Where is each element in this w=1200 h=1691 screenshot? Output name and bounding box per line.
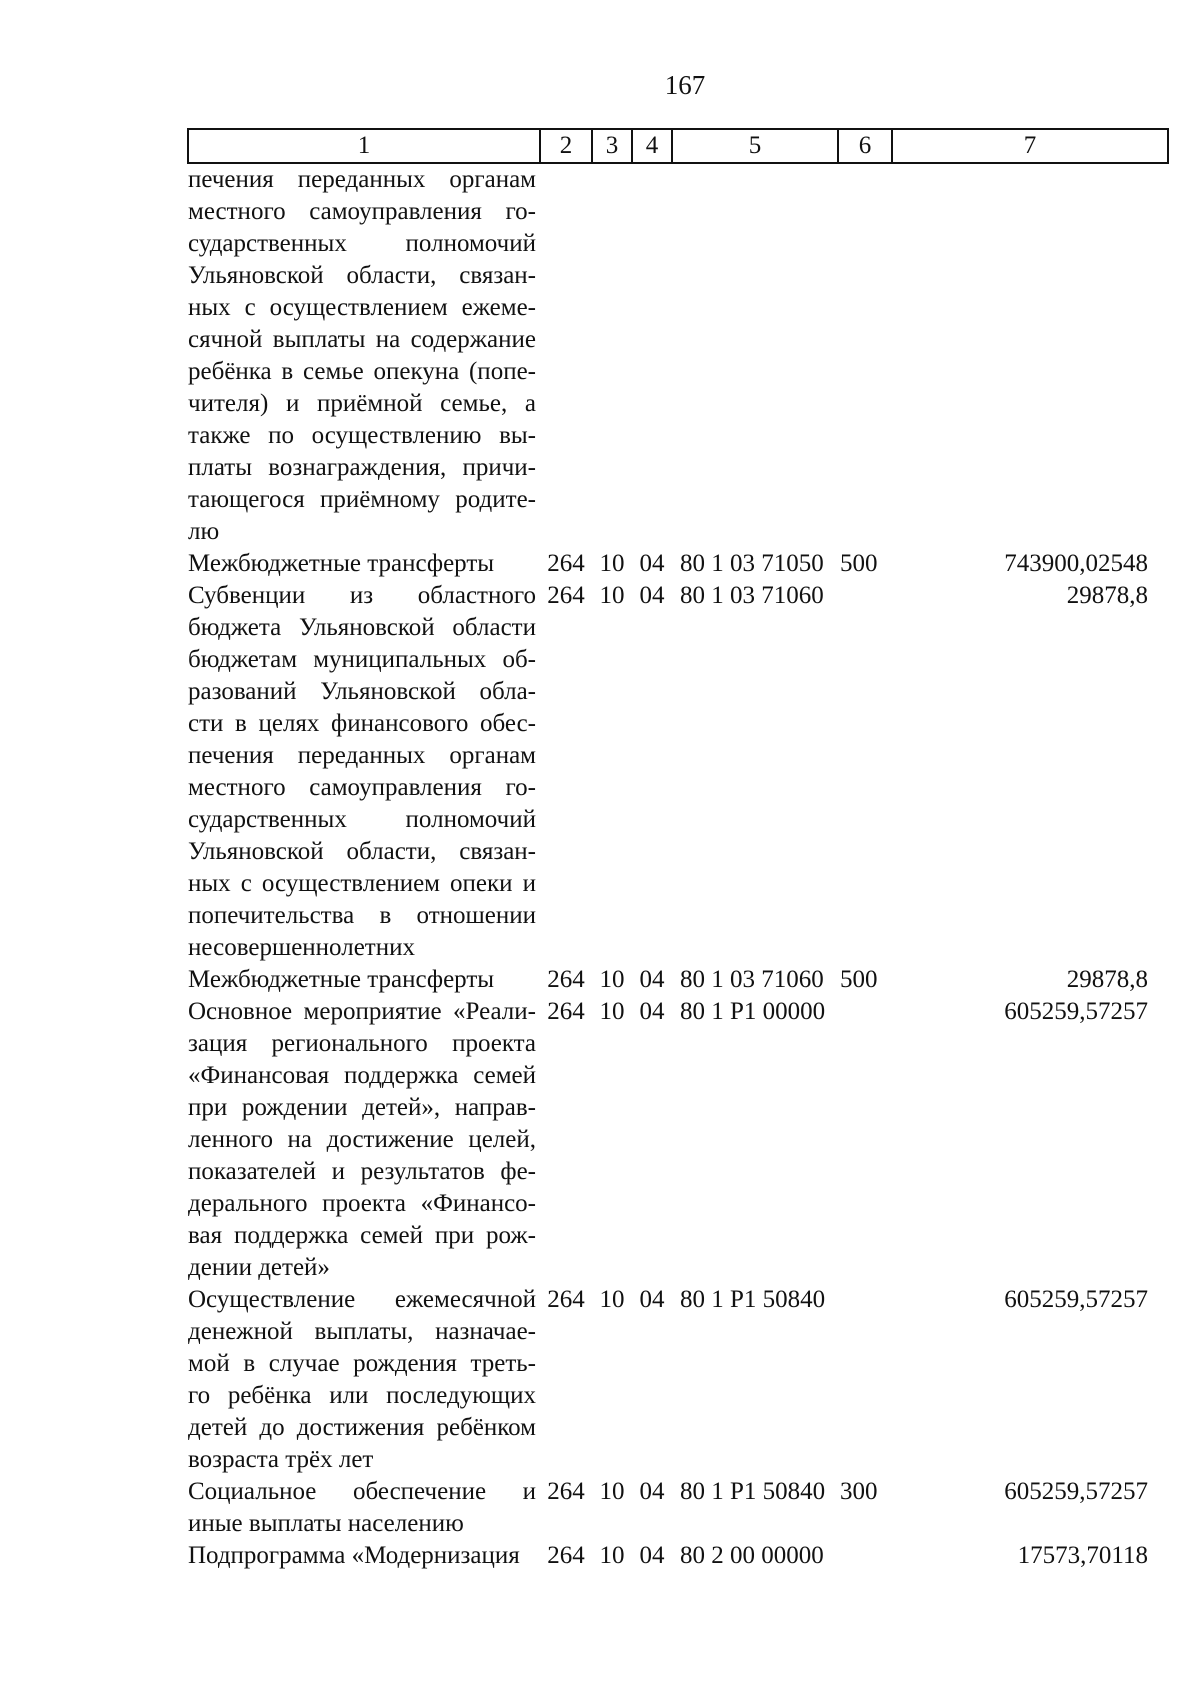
row-description (188, 1476, 540, 1540)
description-line: местного самоуправления го- (188, 198, 536, 225)
cell-target-article: 80 1 03 71050 (680, 550, 824, 577)
description-line: сударственных полномочий (188, 806, 536, 833)
cell-ministry (540, 163, 592, 548)
cell-expense-type (838, 996, 892, 1284)
cell-subsection: 04 (639, 1478, 665, 1505)
header-col-1: 1 (188, 129, 540, 163)
description-line: ленного на достижение целей, (188, 1126, 536, 1153)
description-line: детей до достижения ребёнком (188, 1414, 536, 1441)
header-col-3: 3 (592, 129, 632, 163)
description-line: зация регионального проекта (188, 1030, 536, 1057)
row-description (188, 163, 540, 548)
cell-ministry: 264 (547, 550, 585, 577)
cell-target-article: 80 1 03 71060 (680, 966, 824, 993)
table-row (188, 163, 1168, 548)
table-row (188, 964, 1168, 996)
cell-section: 10 (599, 998, 625, 1025)
cell-ministry: 264 (547, 966, 585, 993)
cell-section: 10 (599, 550, 625, 577)
description-line: вая поддержка семей при рож- (188, 1222, 536, 1249)
description-line: печения переданных органам (188, 742, 536, 769)
description-line: сти в целях финансового обес- (188, 710, 536, 737)
cell-amount: 29878,8 (1066, 966, 1148, 993)
cell-section: 10 (599, 1478, 625, 1505)
cell-ministry: 264 (547, 1286, 585, 1313)
description-line: Подпрограмма «Модернизация (188, 1542, 520, 1569)
description-line: тающегося приёмному родите- (188, 486, 536, 513)
header-col-5: 5 (672, 129, 838, 163)
cell-amount (892, 163, 1168, 548)
description-line: платы вознаграждения, причи- (188, 454, 536, 481)
description-line: ных с осуществлением опеки и (188, 870, 536, 897)
cell-expense-type: 500 (840, 966, 878, 993)
description-line: бюджетам муниципальных об- (188, 646, 536, 673)
cell-ministry: 264 (547, 582, 585, 609)
table-header-row (188, 129, 1168, 163)
row-description (188, 964, 540, 996)
description-line: Межбюджетные трансферты (188, 550, 495, 577)
row-description (188, 548, 540, 580)
cell-subsection: 04 (639, 1286, 665, 1313)
cell-ministry: 264 (547, 1478, 585, 1505)
table-row (188, 548, 1168, 580)
description-line: Ульяновской области, связан- (188, 838, 536, 865)
description-line: при рождении детей», направ- (188, 1094, 536, 1121)
description-line: возраста трёх лет (188, 1446, 374, 1473)
description-line: чителя) и приёмной семье, а (188, 390, 536, 417)
table-row (188, 1540, 1168, 1572)
cell-subsection (632, 163, 672, 548)
description-line: денежной выплаты, назначае- (188, 1318, 536, 1345)
header-col-7: 7 (892, 129, 1168, 163)
description-line: мой в случае рождения треть- (188, 1350, 536, 1377)
description-line: попечительства в отношении (188, 902, 536, 929)
cell-expense-type: 300 (840, 1478, 878, 1505)
cell-target-article: 80 1 P1 50840 (680, 1286, 826, 1313)
description-line: ребёнка в семье опекуна (попе- (188, 358, 536, 385)
description-line: дении детей» (188, 1254, 330, 1281)
description-line: разований Ульяновской обла- (188, 678, 536, 705)
cell-amount: 17573,70118 (1017, 1542, 1148, 1569)
header-col-6: 6 (838, 129, 892, 163)
description-line: местного самоуправления го- (188, 774, 536, 801)
description-line: Основное мероприятие «Реали- (188, 998, 536, 1025)
budget-table (187, 128, 1169, 1572)
row-description (188, 1284, 540, 1476)
cell-subsection: 04 (639, 1542, 665, 1569)
row-description (188, 996, 540, 1284)
cell-subsection: 04 (639, 966, 665, 993)
table-row (188, 996, 1168, 1284)
cell-target-article (672, 163, 838, 548)
cell-subsection: 04 (639, 550, 665, 577)
cell-target-article: 80 2 00 00000 (680, 1542, 824, 1569)
description-line: Осуществление ежемесячной (188, 1286, 536, 1313)
table-row (188, 1476, 1168, 1540)
description-line: бюджета Ульяновской области (188, 614, 536, 641)
cell-amount: 605259,57257 (1004, 1286, 1148, 1313)
cell-expense-type (838, 163, 892, 548)
cell-amount: 29878,8 (1066, 582, 1148, 609)
cell-section: 10 (599, 582, 625, 609)
cell-target-article: 80 1 P1 50840 (680, 1478, 826, 1505)
description-line: печения переданных органам (188, 166, 536, 193)
cell-amount: 605259,57257 (1004, 998, 1148, 1025)
cell-section: 10 (599, 1542, 625, 1569)
cell-subsection: 04 (639, 582, 665, 609)
cell-expense-type (838, 580, 892, 964)
description-line: го ребёнка или последующих (188, 1382, 536, 1409)
description-line: Ульяновской области, связан- (188, 262, 536, 289)
cell-target-article: 80 1 03 71060 (680, 582, 824, 609)
cell-target-article: 80 1 P1 00000 (680, 998, 826, 1025)
page-number: 167 (664, 70, 706, 100)
header-col-4: 4 (632, 129, 672, 163)
table-body (188, 163, 1168, 1572)
description-line: «Финансовая поддержка семей (188, 1062, 536, 1089)
description-line: дерального проекта «Финансо- (188, 1190, 536, 1217)
cell-section (592, 163, 632, 548)
description-line: Субвенции из областного (188, 582, 536, 609)
cell-section: 10 (599, 966, 625, 993)
cell-ministry: 264 (547, 1542, 585, 1569)
description-line: Социальное обеспечение и (188, 1478, 536, 1505)
cell-amount: 743900,02548 (1004, 550, 1148, 577)
description-line: иные выплаты населению (188, 1510, 464, 1537)
cell-ministry: 264 (547, 998, 585, 1025)
cell-expense-type: 500 (840, 550, 878, 577)
cell-subsection: 04 (639, 998, 665, 1025)
description-line: Межбюджетные трансферты (188, 966, 495, 993)
table-row (188, 580, 1168, 964)
cell-amount: 605259,57257 (1004, 1478, 1148, 1505)
row-description (188, 580, 540, 964)
header-col-2: 2 (540, 129, 592, 163)
description-line: показателей и результатов фе- (188, 1158, 536, 1185)
description-line: сударственных полномочий (188, 230, 536, 257)
cell-expense-type (838, 1540, 892, 1572)
description-line: ных с осуществлением ежеме- (188, 294, 536, 321)
description-line: лю (188, 518, 220, 545)
description-line: также по осуществлению вы- (188, 422, 536, 449)
cell-section: 10 (599, 1286, 625, 1313)
row-description (188, 1540, 540, 1572)
cell-expense-type (838, 1284, 892, 1476)
table-row (188, 1284, 1168, 1476)
description-line: несовершеннолетних (188, 934, 415, 961)
description-line: сячной выплаты на содержание (188, 326, 536, 353)
